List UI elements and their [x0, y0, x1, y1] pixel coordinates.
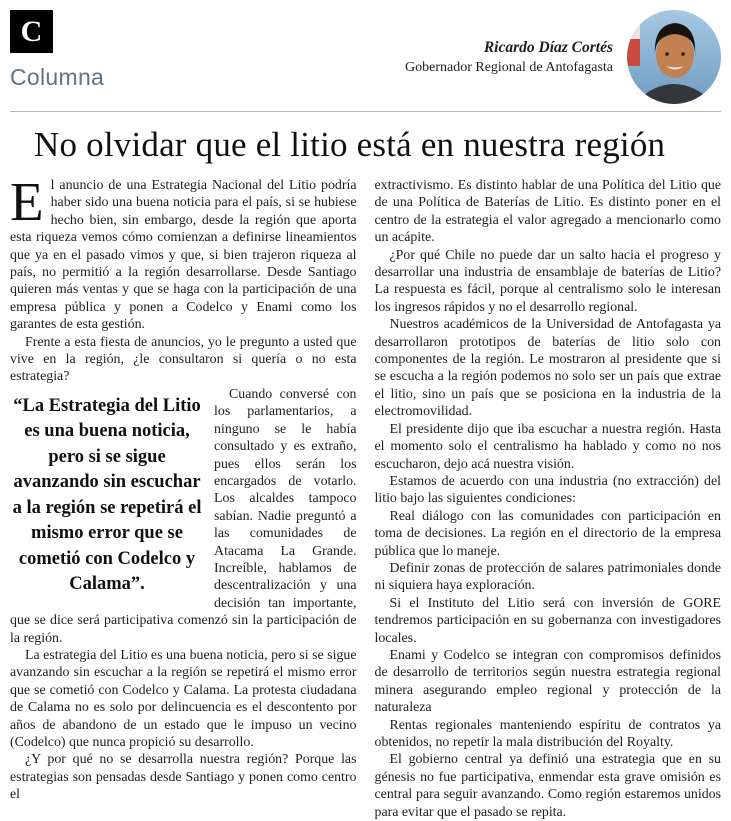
masthead — [10, 8, 721, 110]
paragraph: Nuestros académicos de la Universidad de Antofagasta ya desarrollaron prototipos de baterías de litio solo con componentes de la región. Le mostraron al presidente que si se escucha a la región podemos no solo ser un país que extrae el litio, sino un país que se posiciona en la industria de la electromovilidad. — [374, 317, 721, 420]
byline-text — [405, 39, 613, 76]
paragraph: Real diálogo con las comunidades con participación en toma de decisiones. La región en el directorio de la empresa pública que lo maneje. — [374, 508, 721, 559]
headline: No olvidar que el litio está en nuestra región — [34, 125, 666, 164]
article-body — [10, 171, 721, 821]
paragraph: extractivismo. Es distinto hablar de una Política del Litio que de una Política de Baterías de Litio. Es distinto poner en el centro de la estrategia el valor agregado a mencionarlo como un acápite. — [374, 178, 721, 246]
paragraph-lead: El anuncio de una Estrategia Nacional del Litio podría haber sido una buena noticia para el país, si se hubiese hecho bien, sin embargo, desde la región que aporta esta riqueza vemos cómo comienzan a definirse lineamientos que ya en el pasado vimos y que, si bien trajeron riqueza al país, no permitió a la región desarrollarse. Desde Santiago quieren más ventas y que se haga con la participación de una empresa pública y ponen a Codelco y Enami como los garantes de esta gestión. — [10, 171, 357, 333]
paragraph: Rentas regionales manteniendo espíritu de contratos ya obtenidos, no repetir la mala distribución del Royalty. — [374, 717, 721, 750]
paragraph: Cuando conversé con los parlamentarios, a ninguno se le había consultado y es extraño, pues ellos serán los encargados de votarlo. Los alcaldes tampoco sabían. Nadie preguntó a las comunidades de Atacama La Grande. Increíble, hablamos de descentralización y una decisión tan importante, que se dice será participativa comenzó sin la participación de la región. — [10, 386, 357, 646]
author-photo — [627, 10, 721, 104]
column-left — [10, 171, 357, 821]
author-portrait-icon — [627, 10, 721, 104]
paragraph: Frente a esta fiesta de anuncios, yo le pregunto a usted que vive en la región, ¿le consultaron si quería o no esta estrategia? — [10, 334, 357, 385]
paragraph: El presidente dijo que iba escuchar a nuestra región. Hasta el momento solo el centralismo ha hablado y como no nos escucharon, dejo acá nuestra visión. — [374, 421, 721, 472]
columna-logo — [10, 10, 53, 53]
paragraph: La estrategia del Litio es una buena noticia, pero si se sigue avanzando sin escuchar a la región se repetirá el mismo error que se cometió con Codelco y Calama. La protesta ciudadana de Calama no es solo por delincuencia es el descontento por años de abandono de un estado que le impuso un vecino (Codelco) que nunca propició su desarrollo. — [10, 647, 357, 750]
paragraph: Estamos de acuerdo con una industria (no extracción) del litio bajo las siguientes condiciones: — [374, 473, 721, 507]
paragraph: Definir zonas de protección de salares patrimoniales donde ni siquiera haya exploración. — [374, 560, 721, 594]
author-name: Ricardo Díaz Cortés — [483, 38, 613, 56]
author-title: Gobernador Regional de Antofagasta — [405, 59, 613, 75]
section-label: Columna — [10, 64, 105, 90]
paragraph: El gobierno central ya definió una estrategia que en su génesis no fue participativa, enmendar esta grave omisión es central para seguir avanzando. Como región estaremos unidos para evitar que el pasado se repita. — [374, 752, 721, 820]
paragraph: Si el Instituto del Litio será con inversión de GORE tendremos participación en su gobernanza con investigadores locales. — [374, 595, 721, 646]
column-right — [375, 177, 722, 821]
columna-logo-letter: C — [20, 14, 43, 48]
section-brand — [10, 8, 104, 91]
paragraph: ¿Y por qué no se desarrolla nuestra región? Porque las estrategias son pensadas desde Santiago y ponen como centro el — [10, 752, 357, 803]
paragraph: ¿Por qué Chile no puede dar un salto hacia el progreso y desarrollar una industria de ensamblaje de baterías de Litio? La respuesta es fácil, porque al centralismo solo le interesan los ingresos rápidos y no el desarrollo regional. — [374, 247, 721, 315]
byline — [405, 8, 721, 104]
paragraph: Enami y Codelco se integran con compromisos definidos de desarrollo de territorios según nuestra estrategia regional minera asegurando empleo regional y protección de la naturaleza — [374, 647, 721, 716]
header-divider — [10, 111, 721, 112]
pull-quote: “La Estrategia del Litio es una buena noticia, pero si se sigue avanzando sin escuchar a la región se repetirá el mismo error que se cometió con Codelco y Calama”. — [12, 395, 202, 595]
